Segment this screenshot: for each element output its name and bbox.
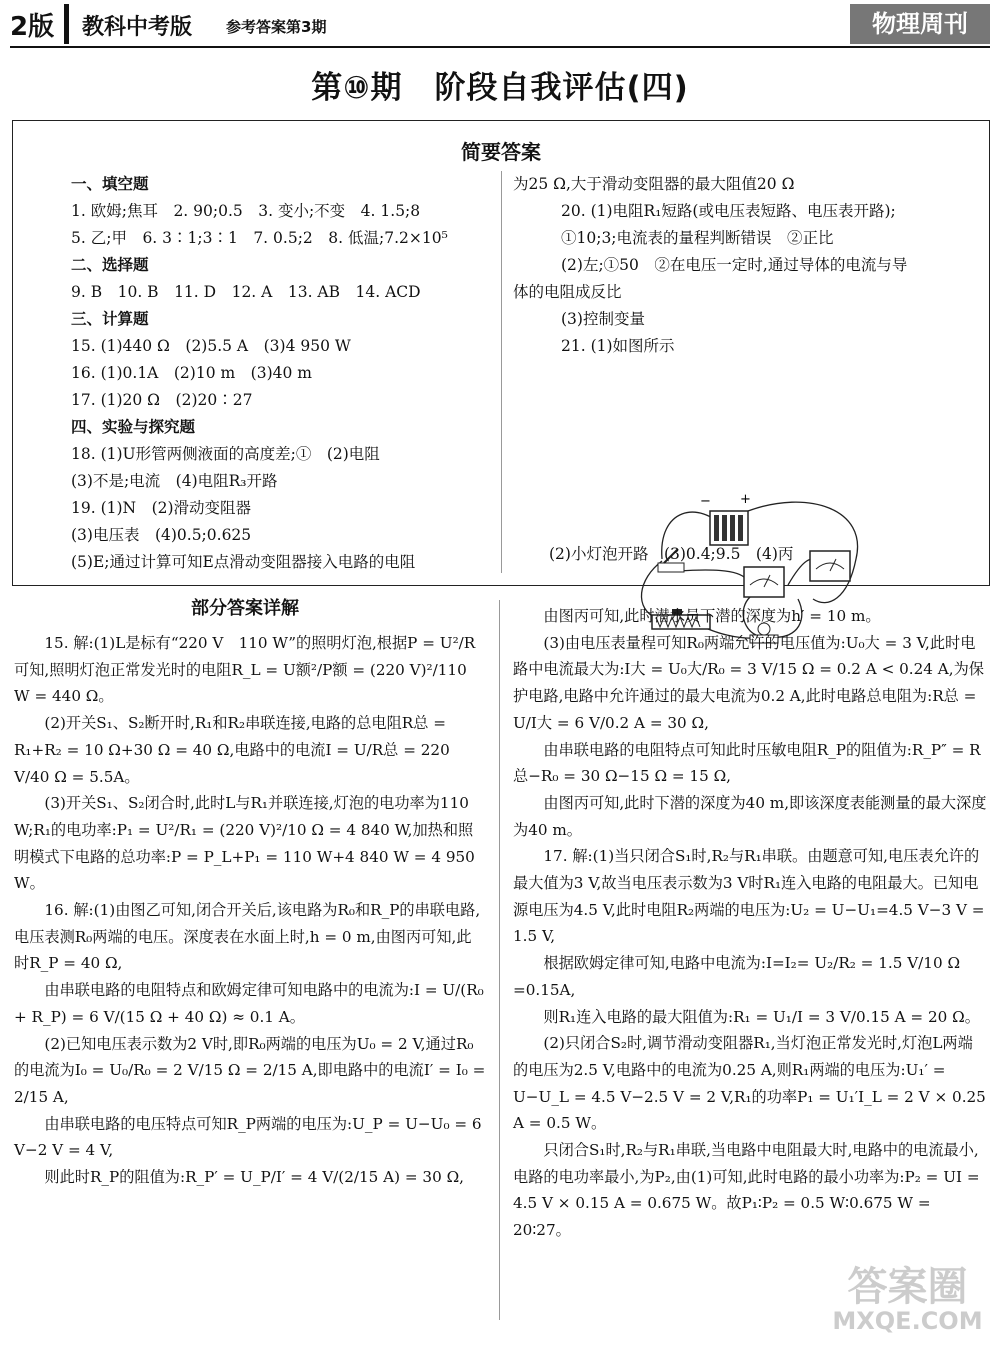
answer-line: (3)电压表 (4)0.5;0.625 — [71, 526, 252, 544]
answer-line: 18. (1)U形管两侧液面的高度差;① (2)电阻 — [71, 445, 380, 463]
issue-info: 参考答案第3期 — [226, 18, 327, 36]
header-rule — [10, 46, 990, 48]
watermark-line1: 答案圈 — [847, 1264, 968, 1310]
voltmeter-icon — [810, 551, 850, 581]
solution-paragraph: (3)开关S₁、S₂闭合时,此时L与R₁并联连接,灯泡的电功率为110 W;R₁的电功率:P₁ = U²/R₁ = (220 V)²/10 Ω = 4 840 W,加热和照明模式下电路的总功率:P = P_L+P₁ = 110 W+4 840 W = 4 950 W。 — [14, 794, 475, 893]
solution-paragraph: 由图丙可知,此时下潜的深度为40 m,即该深度表能测量的最大深度为40 m。 — [513, 793, 987, 839]
solution-paragraph: (2)已知电压表示数为2 V时,即R₀两端的电压为U₀ = 2 V,通过R₀的电流为I₀ = U₀/R₀ = 2 V/15 Ω = 2/15 A,即电路中的电流I′ = I₀ = 2/15 A, — [14, 1034, 486, 1106]
answer-line: (3)控制变量 — [561, 310, 645, 328]
brief-answers-box — [12, 120, 990, 586]
solution-paragraph: 由图丙可知,此时潜水员下潜的深度为h′ = 10 m。 — [543, 607, 881, 625]
answer-line: 19. (1)N (2)滑动变阻器 — [71, 499, 252, 517]
answer-line: 20. (1)电阻R₁短路(或电压表短路、电压表开路); — [561, 202, 896, 220]
answer-line: 5. 乙;甲 6. 3∶1;3∶1 7. 0.5;2 8. 低温;7.2×10⁵ — [71, 229, 448, 247]
brief-left-column — [71, 171, 448, 576]
battery-icon — [700, 492, 751, 545]
solution-paragraph: (3)由电压表量程可知R₀两端允许的电压值为:U₀大 = 3 V,此时电路中电流最大为:I大 = U₀大/R₀ = 3 V/15 Ω = 0.2 A < 0.24 A,为保护电路,电路中允许通过的最大电流为0.2 A,此时电路总电阻为:R总 = U/I大 = 6 V/0.2 A = 30 Ω, — [513, 633, 984, 732]
answer-line: 三、计算题 — [71, 310, 149, 328]
solution-paragraph: 15. 解:(1)L是标有“220 V 110 W”的照明灯泡,根据P = U²/R 可知,照明灯泡正常发光时的电阻R_L = U额²/P额 = (220 V)²/110 W = 440 Ω。 — [14, 634, 476, 706]
brief-right-column — [513, 171, 907, 360]
answer-line: (5)E;通过计算可知E点滑动变阻器接入电路的电阻 — [71, 553, 416, 571]
answer-line: (3)不是;电流 (4)电阻R₃开路 — [71, 472, 278, 490]
answer-line: 17. (1)20 Ω (2)20∶27 — [71, 391, 253, 409]
q21-remaining-answers: (2)小灯泡开路 (3)0.4;9.5 (4)丙 — [549, 545, 794, 563]
solution-paragraph: (2)只闭合S₂时,调节滑动变阻器R₁,当灯泡正常发光时,灯泡L两端的电压为2.5 V,电路中的电流为0.25 A,则R₁两端的电压为:U₁′ = U−U_L = 4.5 V−2.5 V = 2 V,R₁的功率P₁ = U₁′I_L = 2 V × 0.25 A = 0.5 W。 — [513, 1034, 986, 1133]
brand-badge: 物理周刊 — [850, 4, 990, 44]
answer-line: 21. (1)如图所示 — [561, 337, 675, 355]
solution-paragraph: 只闭合S₁时,R₂与R₁串联,当电路中电阻最大时,电路中的电流最小,电路的电功率最小,为P₂,由(1)可知,此时电路的最小功率为:P₂ = UI = 4.5 V × 0.15 A = 0.675 W。故P₁∶P₂ = 0.5 W∶0.675 W = 20∶27。 — [513, 1141, 980, 1240]
solution-paragraph: (2)开关S₁、S₂断开时,R₁和R₂串联连接,电路的总电阻R总 = R₁+R₂ = 10 Ω+30 Ω = 40 Ω,电路中的电流I = U/R总 = 220 V/40 Ω = 5.5A。 — [14, 714, 450, 786]
edition-name: 教科中考版 — [82, 15, 193, 40]
answer-line: 16. (1)0.1A (2)10 m (3)40 m — [71, 364, 312, 382]
details-heading: 部分答案详解 — [191, 598, 299, 619]
brief-answers-heading: 简要答案 — [461, 140, 541, 164]
solution-paragraph: 16. 解:(1)由图乙可知,闭合开关后,该电路为R₀和R_P的串联电路,电压表测R₀两端的电压。深度表在水面上时,h = 0 m,由图丙可知,此时R_P = 40 Ω, — [14, 901, 481, 973]
answer-line: ①10;3;电流表的量程判断错误 ②正比 — [561, 229, 834, 247]
answer-line: 二、选择题 — [71, 256, 149, 274]
answer-line: 9. B 10. B 11. D 12. A 13. AB 14. ACD — [71, 283, 421, 301]
answer-line: 为25 Ω,大于滑动变阻器的最大阻值20 Ω — [513, 175, 795, 193]
solution-paragraph: 由串联电路的电阻特点和欧姆定律可知电路中的电流为:I = U/(R₀ + R_P) = 6 V/(15 Ω + 40 Ω) ≈ 0.1 A。 — [14, 981, 484, 1026]
answer-line: 1. 欧姆;焦耳 2. 90;0.5 3. 变小;不变 4. 1.5;8 — [71, 202, 421, 220]
solution-paragraph: 根据欧姆定律可知,电路中电流为:I=I₂= U₂/R₂ = 1.5 V/10 Ω =0.15A, — [513, 954, 961, 999]
solution-paragraph: 则此时R_P的阻值为:R_P′ = U_P/I′ = 4 V/(2/15 A) = 30 Ω, — [44, 1168, 464, 1187]
edition-label: 2版 — [10, 12, 55, 42]
answer-line: 体的电阻成反比 — [513, 283, 622, 301]
column-divider — [501, 171, 502, 573]
solution-paragraph: 则R₁连入电路的最大阻值为:R₁ = U₁/I = 3 V/0.15 A = 20 Ω。 — [543, 1007, 980, 1026]
battery-plus-label: + — [740, 492, 751, 507]
answer-line: (2)左;①50 ②在电压一定时,通过导体的电流与导 — [561, 256, 908, 274]
details-left-column — [14, 630, 486, 1191]
answer-line: 一、填空题 — [71, 175, 149, 193]
watermark — [820, 1255, 995, 1345]
battery-minus-label: − — [700, 494, 711, 509]
page-header — [0, 0, 1000, 48]
answer-line: 15. (1)440 Ω (2)5.5 A (3)4 950 W — [71, 337, 351, 355]
solution-paragraph: 由串联电路的电阻特点可知此时压敏电阻R_P的阻值为:R_P″ = R总−R₀ = 30 Ω−15 Ω = 15 Ω, — [513, 740, 981, 786]
answer-line: 四、实验与探究题 — [71, 418, 196, 436]
header-bar — [64, 4, 69, 44]
solution-paragraph: 17. 解:(1)当只闭合S₁时,R₂与R₁串联。由题意可知,电压表允许的最大值为3 V,故当电压表示数为3 V时R₁连入电路的电阻最大。已知电源电压为4.5 V,此时电阻R₂两端的电压为:U₂ = U−U₁=4.5 V−3 V = 1.5 V, — [513, 847, 985, 946]
ammeter-icon — [744, 567, 784, 597]
solution-paragraph: 由串联电路的电压特点可知R_P两端的电压为:U_P = U−U₀ = 6 V−2 V = 4 V, — [14, 1114, 482, 1160]
details-divider — [499, 600, 500, 1320]
watermark-line2: MXQE.COM — [832, 1307, 983, 1335]
page-title: 第⑩期 阶段自我评估(四) — [311, 70, 689, 106]
details-right-column — [513, 603, 987, 1244]
